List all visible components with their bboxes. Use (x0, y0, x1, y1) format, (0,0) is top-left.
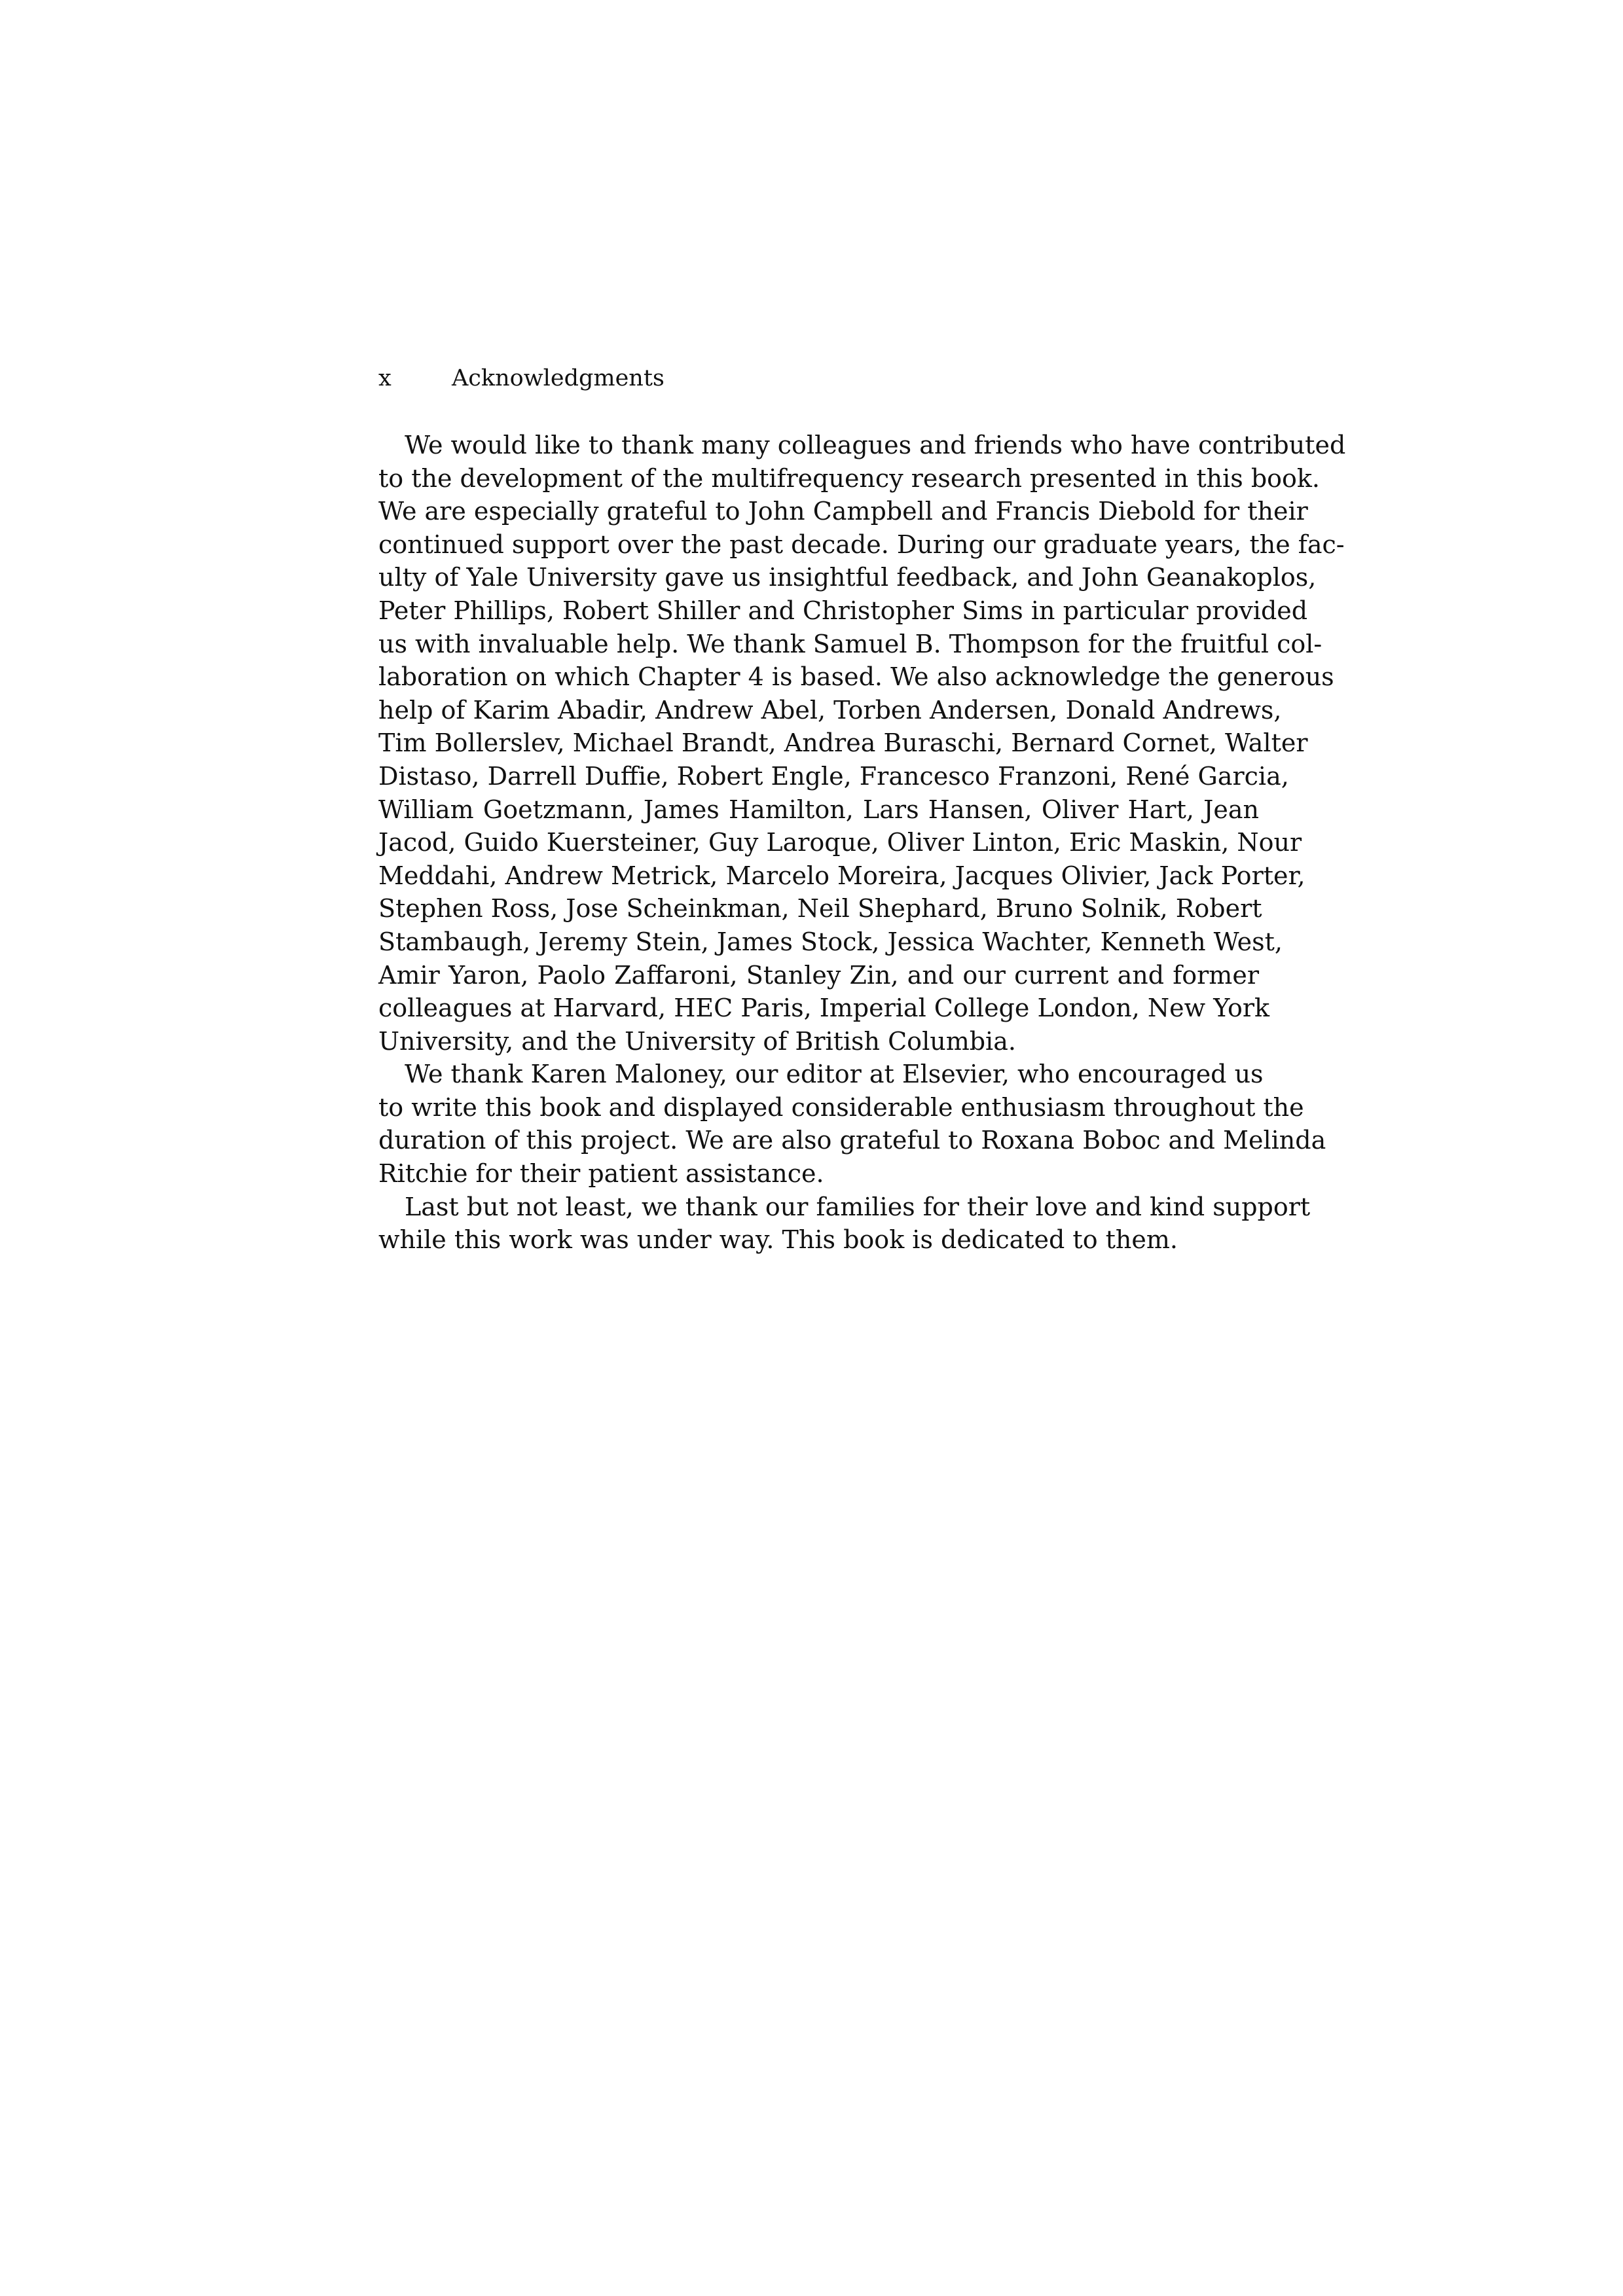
page-number: x (378, 365, 392, 391)
acknowledgments-body (378, 429, 1346, 1257)
running-head (378, 361, 665, 395)
text-line: while this work was under way. This book is dedicated to them. (378, 1225, 1178, 1255)
text-line: Stephen Ross, Jose Scheinkman, Neil Shephard, Bruno Solnik, Robert (378, 894, 1262, 924)
paragraph-colleagues (378, 429, 1346, 1058)
text-line: We thank Karen Maloney, our editor at Elsevier, who encouraged us (405, 1060, 1264, 1089)
text-line: Amir Yaron, Paolo Zaffaroni, Stanley Zin, and our current and former (378, 960, 1259, 990)
text-line: Tim Bollerslev, Michael Brandt, Andrea Buraschi, Bernard Cornet, Walter (378, 728, 1308, 758)
text-line: Distaso, Darrell Duffie, Robert Engle, Francesco Franzoni, René Garcia, (378, 761, 1289, 791)
text-line: Stambaugh, Jeremy Stein, James Stock, Jessica Wachter, Kenneth West, (378, 927, 1283, 956)
text-line: us with invaluable help. We thank Samuel B. Thompson for the fruitful col- (378, 629, 1322, 658)
text-line: Last but not least, we thank our families for their love and kind support (405, 1192, 1311, 1221)
text-line: to the development of the multifrequency research presented in this book. (378, 463, 1321, 493)
text-line: We are especially grateful to John Campbell and Francis Diebold for their (378, 497, 1308, 526)
paragraph-editor (378, 1058, 1326, 1190)
text-line: Meddahi, Andrew Metrick, Marcelo Moreira, Jacques Olivier, Jack Porter, (378, 861, 1305, 890)
text-line: duration of this project. We are also grateful to Roxana Boboc and Melinda (378, 1126, 1326, 1155)
text-line: continued support over the past decade. During our graduate years, the fac- (378, 529, 1345, 559)
paragraph-families (378, 1191, 1311, 1257)
text-line: Ritchie for their patient assistance. (378, 1159, 824, 1189)
text-line: help of Karim Abadir, Andrew Abel, Torben Andersen, Donald Andrews, (378, 695, 1282, 725)
text-line: William Goetzmann, James Hamilton, Lars Hansen, Oliver Hart, Jean (378, 795, 1259, 824)
running-title: Acknowledgments (452, 365, 665, 391)
text-line: laboration on which Chapter 4 is based. We also acknowledge the generous (378, 662, 1334, 692)
text-line: colleagues at Harvard, HEC Paris, Imperial College London, New York (378, 994, 1270, 1023)
text-line: University, and the University of British Columbia. (378, 1026, 1016, 1056)
text-line: to write this book and displayed considerable enthusiasm throughout the (378, 1092, 1304, 1122)
text-line: ulty of Yale University gave us insightful feedback, and John Geanakoplos, (378, 563, 1317, 592)
text-line: Jacod, Guido Kuersteiner, Guy Laroque, Oliver Linton, Eric Maskin, Nour (378, 828, 1302, 857)
text-line: We would like to thank many colleagues and friends who have contributed (405, 431, 1346, 459)
text-line: Peter Phillips, Robert Shiller and Christopher Sims in particular provided (378, 596, 1308, 625)
